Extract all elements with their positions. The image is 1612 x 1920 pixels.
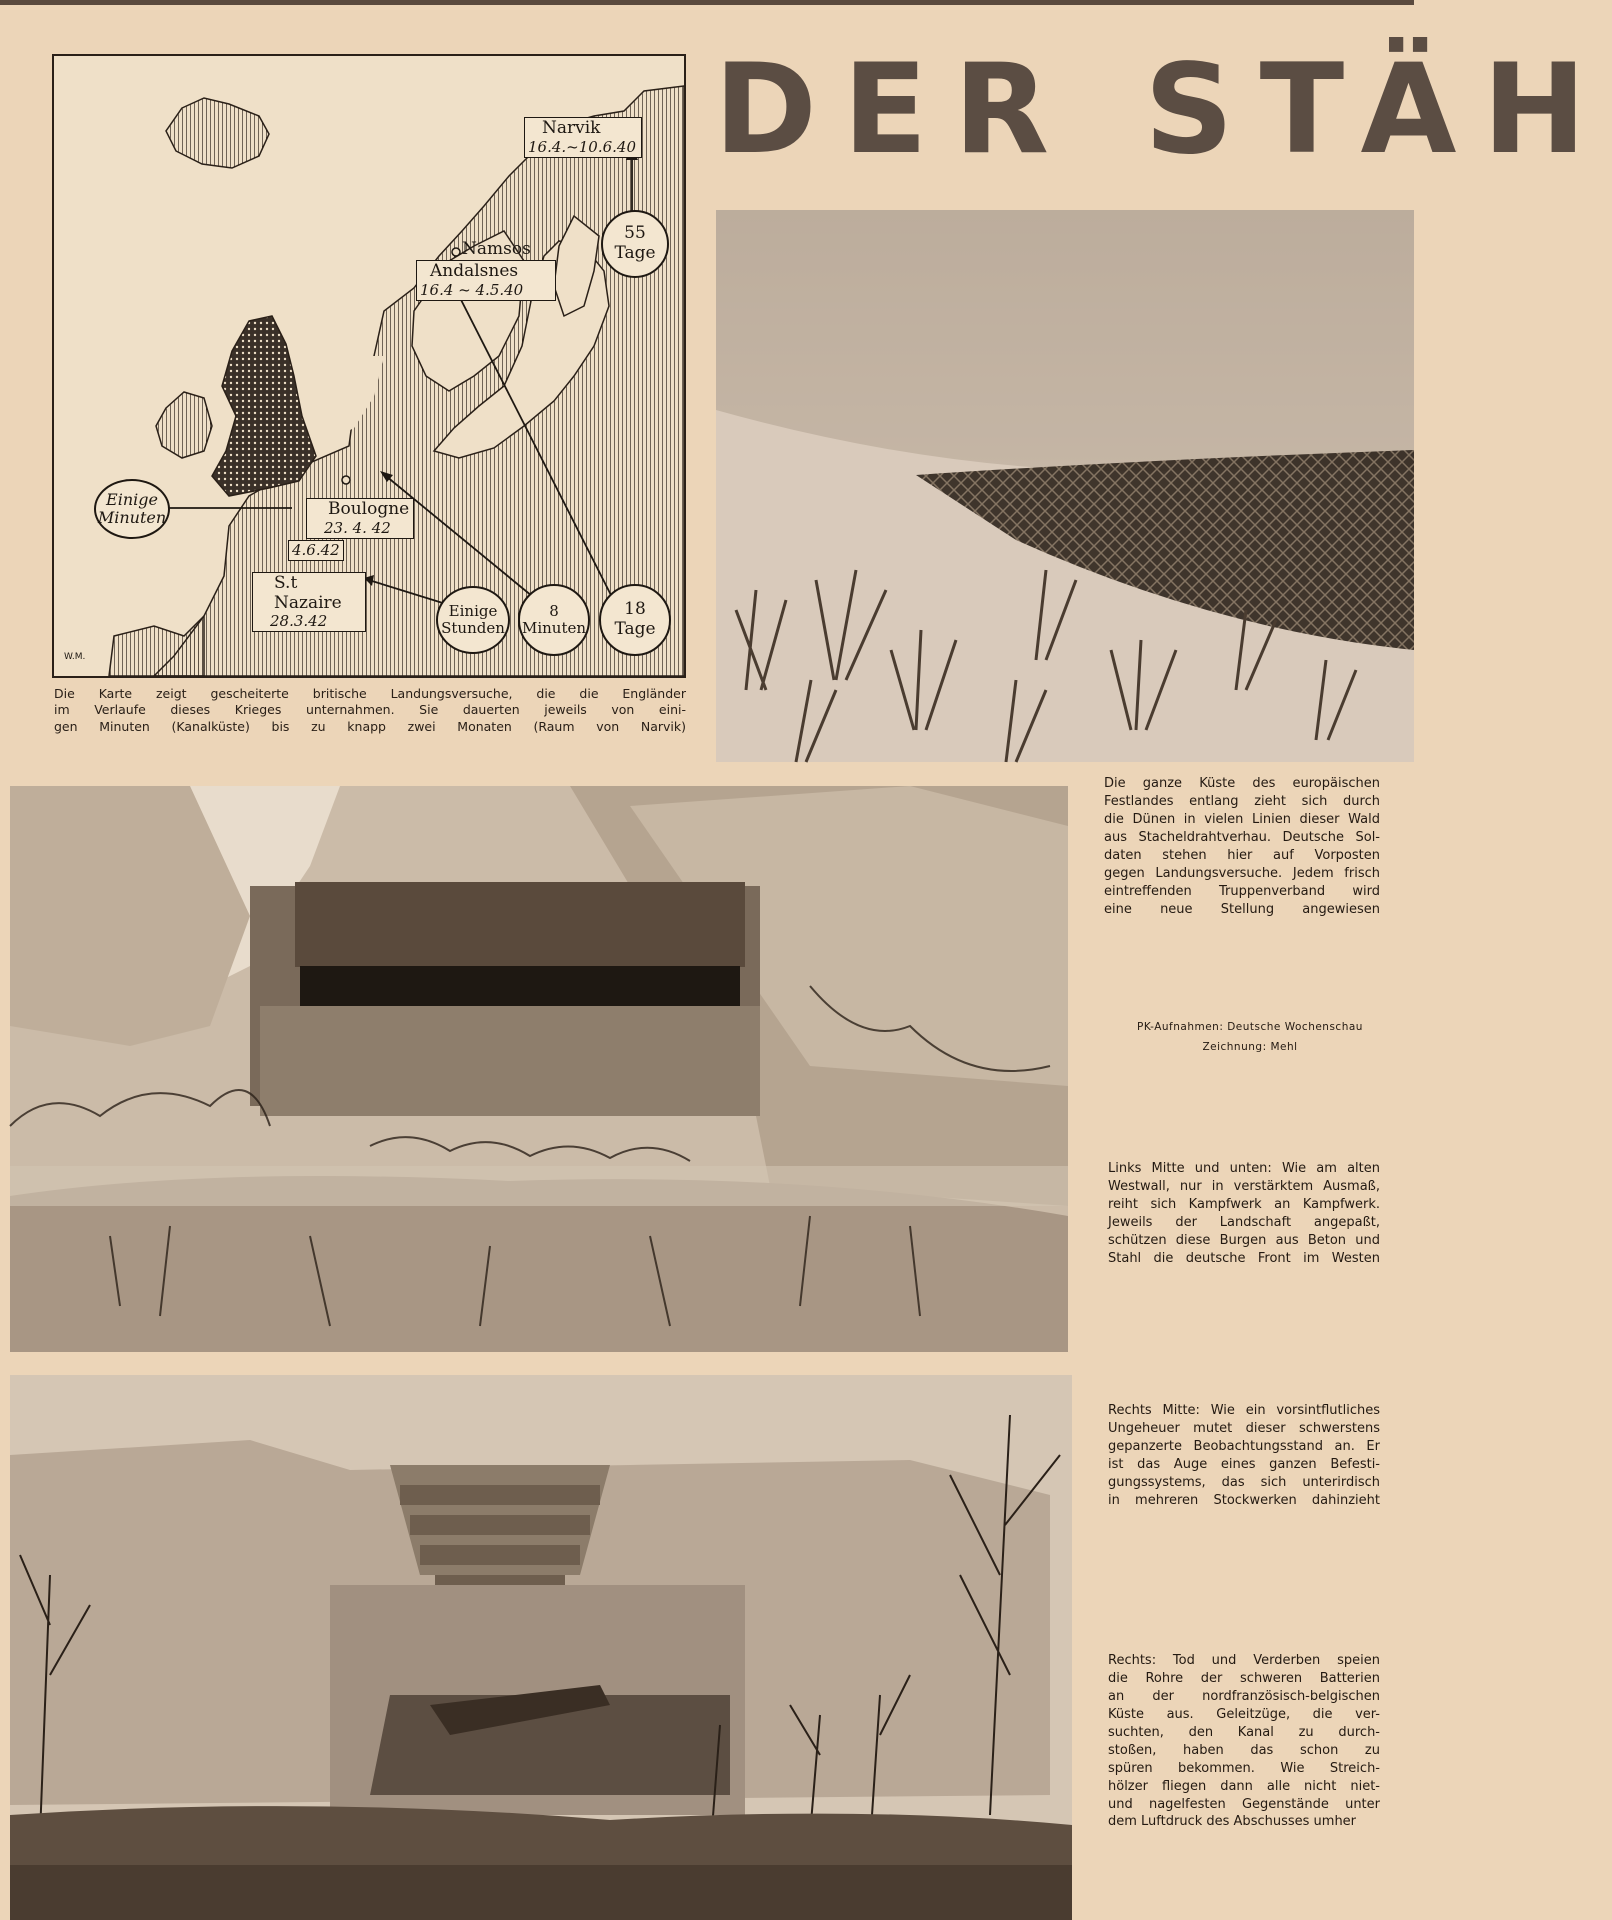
duration-einige-minuten [94, 479, 170, 539]
caption-line: daten stehen hier auf Vorposten [1104, 847, 1380, 863]
map-caption-line: Die Karte zeigt gescheiterte britische Landungsversuche, die die Engländer [54, 686, 686, 701]
duration-18-tage [599, 584, 671, 656]
einige-stunden-line2: Stunden [441, 619, 505, 637]
caption-line: Links Mitte und unten: Wie am alten [1108, 1161, 1380, 1176]
iceland [166, 98, 269, 168]
caption-line: gegen Landungsversuche. Jedem frisch [1104, 865, 1380, 881]
photo-dunes-barbed-wire [716, 210, 1414, 762]
great-britain [212, 316, 316, 496]
caption-line: Westwall, nur in verstärktem Ausmaß, [1108, 1178, 1380, 1194]
map-signature: W.M. [64, 652, 86, 662]
andalsnes-name: Andalsnes [430, 261, 519, 281]
caption-line: eintreffenden Truppenverband wird [1104, 883, 1380, 899]
caption-line: und nagelfesten Gegenstände unter [1108, 1796, 1380, 1812]
caption-line: die Rohre der schweren Batterien [1108, 1670, 1380, 1686]
page-top-rule [0, 0, 1414, 5]
boulogne-date: 23. 4. 42 [324, 518, 391, 537]
caption-line: aus Stacheldrahtverhau. Deutsche Sol- [1104, 829, 1380, 845]
credits-photos: PK-Aufnahmen: Deutsche Wochenschau [1137, 1021, 1363, 1033]
st-nazaire-name: S.t Nazaire [274, 573, 342, 613]
page-headline: DER STÄH [714, 38, 1612, 182]
map-caption-line: gen Minuten (Kanalküste) bis zu knapp zwei Monaten (Raum von Narvik) [54, 718, 686, 734]
duration-55-unit: Tage [614, 243, 656, 263]
ireland [156, 392, 212, 458]
caption-line: Küste aus. Geleitzüge, die ver- [1108, 1706, 1380, 1722]
caption-line: reiht sich Kampfwerk an Kampfwerk. [1108, 1196, 1380, 1212]
caption-line: die Dünen in vielen Linien dieser Wald [1104, 811, 1380, 827]
caption-line: hölzer fliegen dann alle nicht niet- [1108, 1778, 1380, 1794]
iberia-coast [109, 616, 204, 676]
narvik-label [524, 117, 642, 158]
caption-line: Jeweils der Landschaft angepaßt, [1108, 1214, 1380, 1230]
st-nazaire-label [252, 572, 366, 632]
caption-rechts [1108, 1652, 1380, 1831]
duration-8-number: 8 [549, 601, 559, 620]
duration-18-unit: Tage [614, 619, 656, 639]
credits-drawing: Zeichnung: Mehl [1202, 1040, 1298, 1053]
photo-bunker-in-cliffs [10, 786, 1068, 1352]
caption-line: Stahl die deutsche Front im Westen [1108, 1250, 1380, 1266]
caption-line: Die ganze Küste des europäischen [1104, 776, 1380, 791]
map-caption [54, 686, 686, 735]
caption-line: dem Luftdruck des Abschusses umher [1108, 1814, 1357, 1830]
landing-attempts-map [52, 54, 686, 678]
duration-18-number: 18 [624, 599, 646, 620]
duration-55-tage [601, 210, 669, 278]
narvik-name: Narvik [542, 118, 601, 138]
caption-line: gepanzerte Beobachtungsstand an. Er [1108, 1438, 1380, 1454]
photo-credits [1100, 1018, 1400, 1058]
caption-line: Festlandes entlang zieht sich durch [1104, 793, 1380, 809]
photo-artillery-battery [10, 1375, 1072, 1920]
caption-line: in mehreren Stockwerken dahinzieht [1108, 1492, 1380, 1508]
caption-line: spüren bekommen. Wie Streich- [1108, 1760, 1380, 1776]
duration-55-number: 55 [624, 223, 646, 244]
caption-line: stoßen, haben das schon zu [1108, 1742, 1380, 1758]
caption-line: suchten, den Kanal zu durch- [1108, 1724, 1380, 1740]
caption-rechts-mitte [1108, 1402, 1380, 1510]
dieppe-date-label: 4.6.42 [288, 540, 344, 561]
caption-line: gungssystems, das sich unterirdisch [1108, 1474, 1380, 1490]
caption-line: ist das Auge eines ganzen Befesti- [1108, 1456, 1380, 1472]
namsos-label: Namsos [462, 239, 531, 259]
andalsnes-dates: 16.4 ~ 4.5.40 [420, 280, 524, 299]
duration-8-unit: Minuten [521, 619, 587, 637]
einige-minuten-line1: Einige [106, 489, 158, 509]
duration-8-minuten [518, 584, 590, 656]
narvik-dates: 16.4.~10.6.40 [528, 137, 636, 156]
caption-line: Rechts: Tod und Verderben speien [1108, 1653, 1380, 1668]
caption-line: eine neue Stellung angewiesen [1104, 901, 1380, 917]
duration-einige-stunden [436, 586, 510, 654]
boulogne-name: Boulogne [328, 499, 410, 519]
einige-stunden-line1: Einige [448, 601, 498, 620]
boulogne-label [306, 498, 414, 539]
caption-line: schützen diese Burgen aus Beton und [1108, 1232, 1380, 1248]
caption-line: Ungeheuer mutet dieser schwerstens [1108, 1420, 1380, 1436]
einige-minuten-line2: Minuten [97, 508, 167, 527]
caption-line: an der nordfranzösisch-belgischen [1108, 1688, 1380, 1704]
caption-dunes [1104, 775, 1380, 919]
caption-line: Rechts Mitte: Wie ein vorsintflutliches [1108, 1403, 1380, 1418]
andalsnes-label [416, 260, 556, 301]
map-caption-line: im Verlaufe dieses Krieges unternahmen. Sie dauerten jeweils von eini- [54, 702, 686, 718]
caption-links-mitte [1108, 1160, 1380, 1268]
st-nazaire-date: 28.3.42 [270, 612, 328, 631]
